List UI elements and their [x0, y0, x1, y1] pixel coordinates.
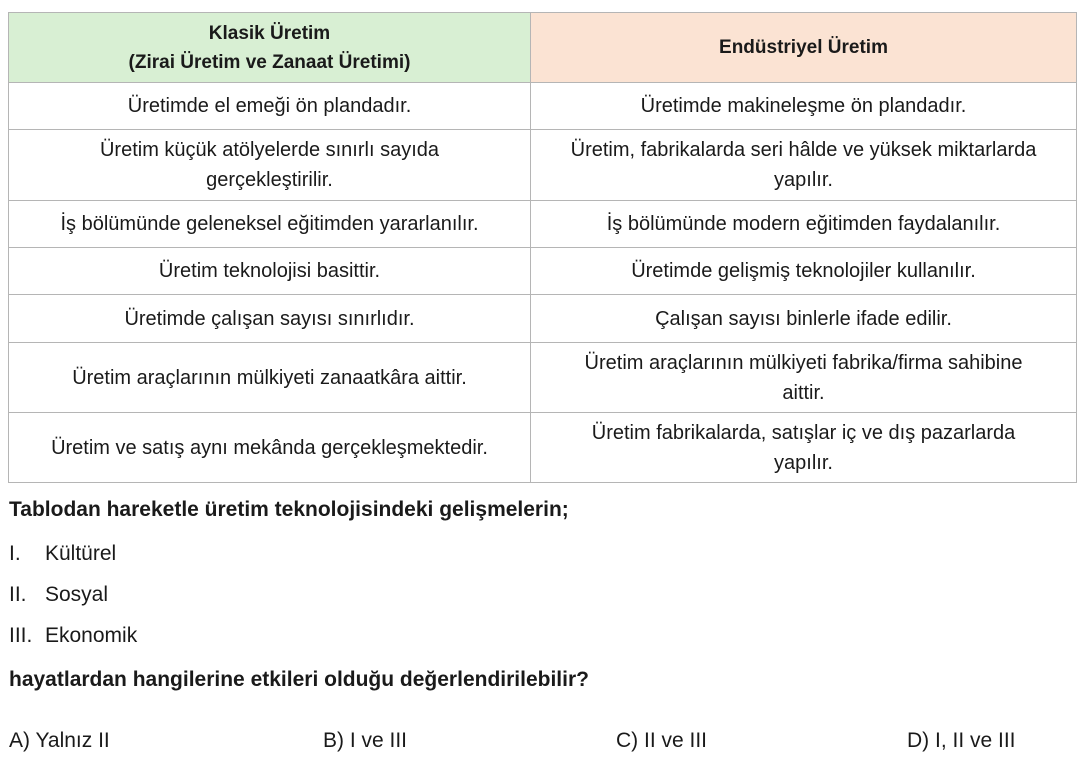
table-row: [9, 248, 1077, 295]
answer-option-a[interactable]: A) Yalnız II: [9, 729, 110, 752]
industrial-cell: Üretim, fabrikalarda seri hâlde ve yüksek miktarlarda yapılır.: [531, 130, 1077, 201]
statement-item: [9, 540, 116, 568]
statement-number: II.: [9, 583, 27, 606]
classic-cell: Üretim küçük atölyelerde sınırlı sayıda gerçekleştirilir.: [9, 130, 531, 201]
comparison-table: [8, 12, 1077, 483]
table-row: [9, 201, 1077, 248]
answer-option-d[interactable]: D) I, II ve III: [907, 729, 1016, 752]
table-row: [9, 295, 1077, 343]
classic-cell: Üretimde el emeği ön plandadır.: [9, 83, 531, 130]
industrial-cell: Üretimde gelişmiş teknolojiler kullanılır.: [531, 248, 1077, 295]
classic-cell: Üretim teknolojisi basittir.: [9, 248, 531, 295]
statement-text: Sosyal: [45, 583, 109, 606]
classic-cell: İş bölümünde geleneksel eğitimden yararlanılır.: [9, 201, 531, 248]
industrial-cell: Üretim araçlarının mülkiyeti fabrika/firma sahibine aittir.: [531, 343, 1077, 413]
statement-text: Kültürel: [45, 542, 117, 565]
table-row: [9, 83, 1077, 130]
header-classic-subtitle: (Zirai Üretim ve Zanaat Üretimi): [128, 51, 411, 73]
statement-text: Ekonomik: [45, 624, 138, 647]
table-row: [9, 343, 1077, 413]
industrial-cell: İş bölümünde modern eğitimden faydalanılır.: [531, 201, 1077, 248]
table-row: [9, 130, 1077, 201]
industrial-cell: Çalışan sayısı binlerle ifade edilir.: [531, 295, 1077, 343]
statement-item: [9, 622, 137, 650]
industrial-cell: Üretim fabrikalarda, satışlar iç ve dış pazarlarda yapılır.: [531, 413, 1077, 483]
header-classic-production: [9, 13, 531, 83]
statement-item: [9, 581, 108, 609]
question-ending: hayatlardan hangilerine etkileri olduğu değerlendirilebilir?: [9, 668, 589, 691]
table-header-row: [9, 13, 1077, 83]
statement-number: I.: [9, 542, 21, 565]
industrial-cell: Üretimde makineleşme ön plandadır.: [531, 83, 1077, 130]
classic-cell: Üretimde çalışan sayısı sınırlıdır.: [9, 295, 531, 343]
classic-cell: Üretim araçlarının mülkiyeti zanaatkâra aittir.: [9, 343, 531, 413]
question-stem: Tablodan hareketle üretim teknolojisindeki gelişmelerin;: [9, 498, 569, 521]
table-row: [9, 413, 1077, 483]
answer-option-c[interactable]: C) II ve III: [616, 729, 708, 752]
answer-option-b[interactable]: B) I ve III: [323, 729, 408, 752]
classic-cell: Üretim ve satış aynı mekânda gerçekleşmektedir.: [9, 413, 531, 483]
statement-number: III.: [9, 624, 33, 647]
header-industrial-production: Endüstriyel Üretim: [531, 13, 1077, 83]
header-classic-title: Klasik Üretim: [208, 22, 331, 44]
